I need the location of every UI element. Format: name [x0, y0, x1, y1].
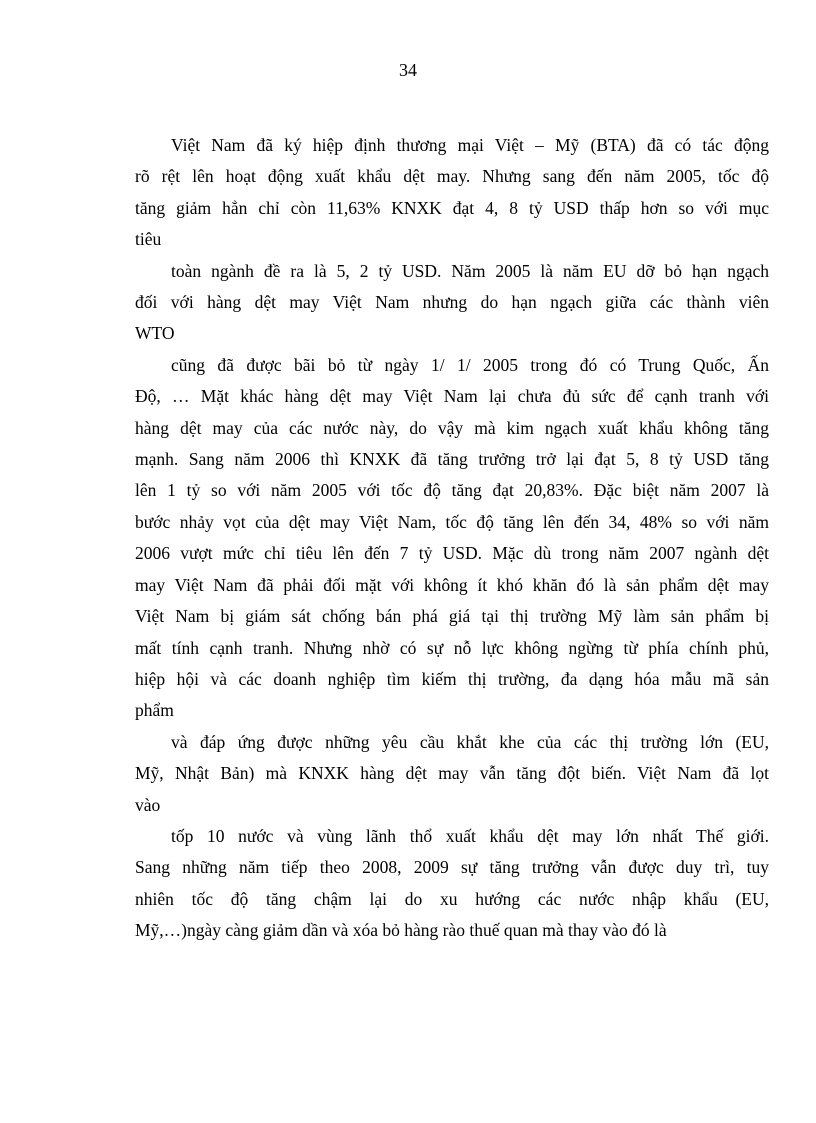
text-line: đối với hàng dệt may Việt Nam nhưng do hạn ngạch giữa các thành viên	[135, 292, 769, 313]
text-line: Việt Nam bị giám sát chống bán phá giá tại thị trường Mỹ làm sản phẩm bị	[135, 606, 769, 627]
text-line: bước nhảy vọt của dệt may Việt Nam, tốc độ tăng lên đến 34, 48% so với năm	[135, 511, 769, 532]
text-line: 2006 vượt mức chỉ tiêu lên đến 7 tỷ USD. Mặc dù trong năm 2007 ngành dệt	[135, 543, 769, 564]
paragraph	[135, 350, 769, 727]
text-line: tăng giảm hẳn chỉ còn 11,63% KNXK đạt 4, 8 tỷ USD thấp hơn so với mục	[135, 197, 769, 218]
text-line: hàng dệt may của các nước này, do vậy mà kim ngạch xuất khẩu không tăng	[135, 417, 769, 438]
text-line: Mỹ,…)ngày càng giảm dần và xóa bỏ hàng rào thuế quan mà thay vào đó là	[135, 920, 667, 941]
text-line: Mỹ, Nhật Bản) mà KNXK hàng dệt may vẫn tăng đột biến. Việt Nam đã lọt	[135, 763, 769, 784]
text-line: phẩm	[135, 700, 174, 721]
text-line: mất tính cạnh tranh. Nhưng nhờ có sự nỗ lực không ngừng từ phía chính phủ,	[135, 637, 769, 658]
text-line: nhiên tốc độ tăng chậm lại do xu hướng các nước nhập khẩu (EU,	[135, 888, 769, 909]
text-line: lên 1 tỷ so với năm 2005 với tốc độ tăng đạt 20,83%. Đặc biệt năm 2007 là	[135, 480, 769, 501]
text-line: mạnh. Sang năm 2006 thì KNXK đã tăng trưởng trở lại đạt 5, 8 tỷ USD tăng	[135, 449, 769, 470]
text-line: WTO	[135, 323, 175, 344]
paragraph	[135, 821, 769, 947]
text-line: rõ rệt lên hoạt động xuất khẩu dệt may. Nhưng sang đến năm 2005, tốc độ	[135, 166, 769, 187]
text-line: tốp 10 nước và vùng lãnh thổ xuất khẩu dệt may lớn nhất Thế giới.	[171, 825, 769, 846]
text-line: tiêu	[135, 229, 162, 250]
paragraph	[135, 256, 769, 350]
paragraph	[135, 727, 769, 821]
text-line: Sang những năm tiếp theo 2008, 2009 sự tăng trưởng vẫn được duy trì, tuy	[135, 857, 769, 878]
text-line: Việt Nam đã ký hiệp định thương mại Việt – Mỹ (BTA) đã có tác động	[171, 135, 769, 155]
text-line: vào	[135, 794, 161, 815]
text-line: và đáp ứng được những yêu cầu khắt khe của các thị trường lớn (EU,	[171, 731, 769, 752]
page-number: 34	[399, 60, 417, 80]
document-body	[135, 130, 769, 947]
paragraph	[135, 130, 769, 256]
text-line: cũng đã được bãi bỏ từ ngày 1/ 1/ 2005 trong đó có Trung Quốc, Ấn	[171, 354, 769, 375]
text-line: may Việt Nam đã phải đối mặt với không ít khó khăn đó là sản phẩm dệt may	[135, 574, 769, 595]
text-line: toàn ngành đề ra là 5, 2 tỷ USD. Năm 2005 là năm EU dỡ bỏ hạn ngạch	[171, 260, 769, 281]
text-line: hiệp hội và các doanh nghiệp tìm kiếm thị trường, đa dạng hóa mẫu mã sản	[135, 668, 769, 689]
text-line: Độ, … Mặt khác hàng dệt may Việt Nam lại chưa đủ sức để cạnh tranh với	[135, 386, 769, 407]
